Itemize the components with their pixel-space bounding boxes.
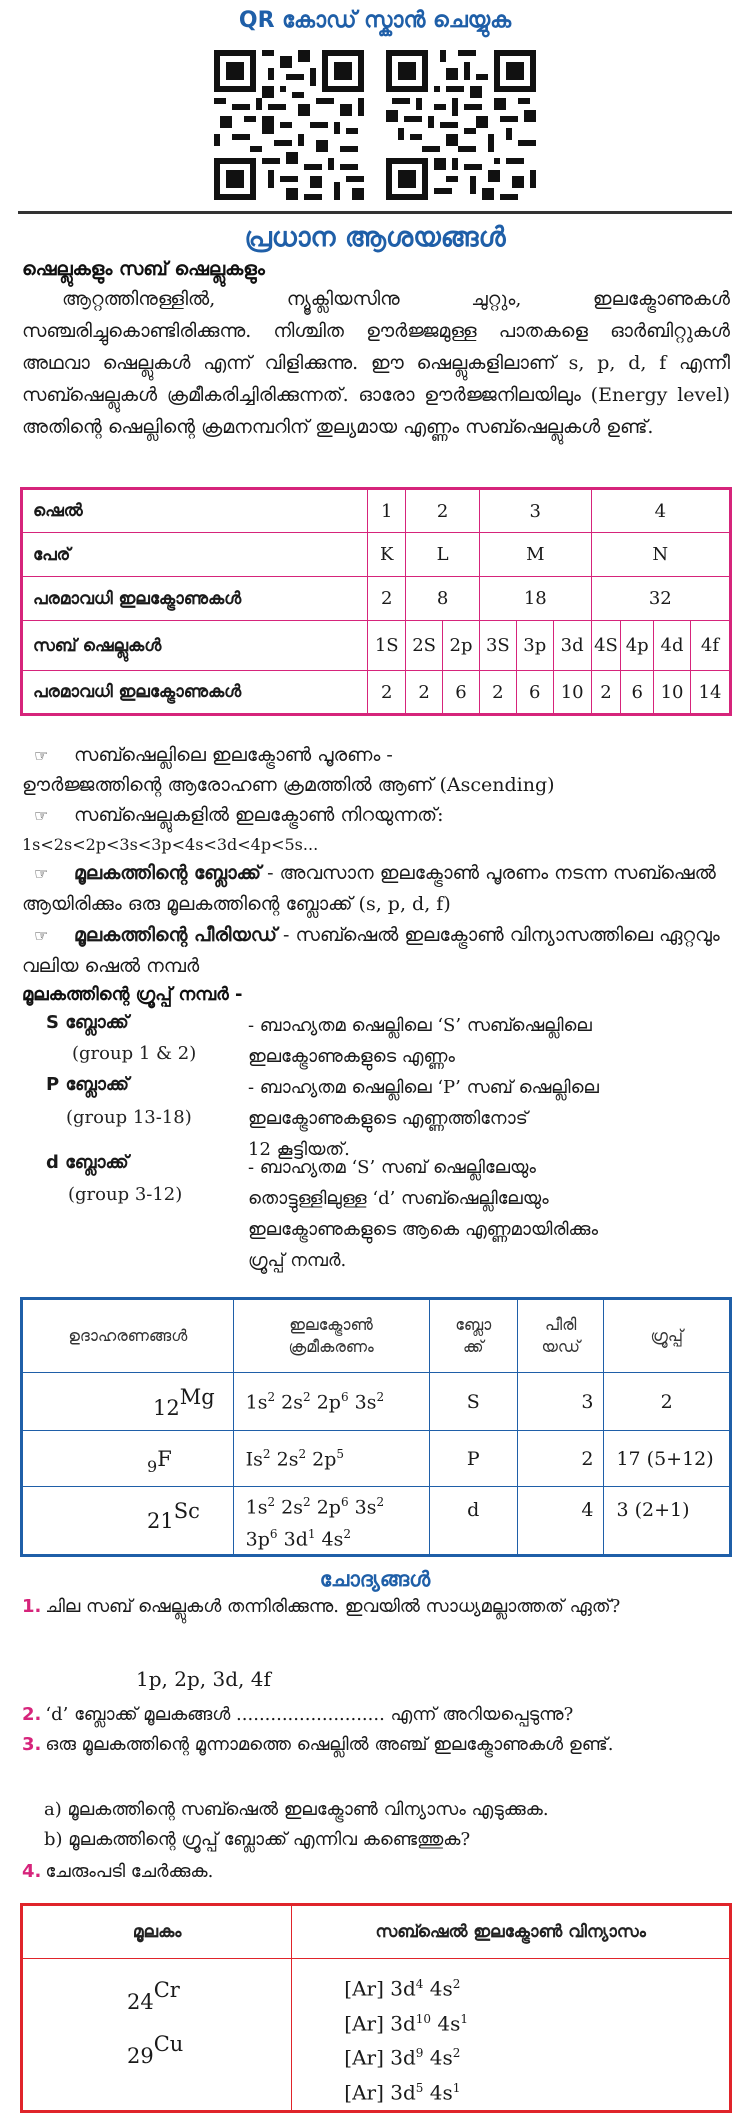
- config-option: [Ar] $3d^4$ $4s^2$: [344, 1976, 461, 2001]
- col-header-examples: ഉദാഹരണങ്ങൾ: [22, 1299, 234, 1373]
- subshell-cell: 2p: [443, 621, 480, 671]
- questions-heading: ചോദ്യങ്ങൾ: [319, 1567, 431, 1591]
- subshell-max-cell: 14: [690, 671, 730, 715]
- col-header-element: മൂലകം: [22, 1905, 292, 1959]
- subshell-cell: 4f: [690, 621, 730, 671]
- shell-max-electrons: 32: [591, 577, 730, 621]
- question-text: ഒരു മൂലകത്തിന്റെ മൂന്നാമത്തെ ഷെല്ലിൽ അഞ്ച് ഇലക്ട്രോണുകൾ ഉണ്ട്.: [45, 1734, 614, 1755]
- subshell-cell: 4S: [591, 621, 621, 671]
- qr-title: QR കോഡ് സ്കാൻ ചെയ്യുക: [238, 8, 512, 33]
- qr-code-icon: [386, 50, 536, 200]
- note-3-term: മൂലകത്തിന്റെ ബ്ലോക്ക്: [74, 862, 262, 884]
- electron-config: $1s^2$ $2s^2$ $2p^6$ $3s^2$: [233, 1373, 429, 1431]
- question-number: 2.: [22, 1704, 42, 1725]
- subshell-max-cell: 2: [479, 671, 516, 715]
- config-list: [292, 1959, 731, 2112]
- row-label-name: പേര്: [22, 533, 368, 577]
- config-option: [Ar] $3d^5$ $4s^1$: [344, 2080, 461, 2105]
- d-block-desc-2: തൊട്ടുള്ളിലുള്ള ‘d’ സബ്ഷെല്ലിലേയും: [248, 1188, 549, 1209]
- row-label-max-electrons: പരമാവധി ഇലക്ട്രോണുകൾ: [22, 577, 368, 621]
- shell-number: 4: [591, 489, 730, 533]
- section-divider: [18, 211, 732, 214]
- pointing-hand-icon: ☞: [34, 806, 49, 825]
- table-row: [22, 1431, 731, 1487]
- d-block-groups: (group 3-12): [68, 1184, 183, 1205]
- question-1-options: 1p, 2p, 3d, 4f: [136, 1667, 271, 1691]
- note-4: [22, 920, 730, 981]
- subshell-max-cell: 6: [516, 671, 553, 715]
- element-list: [22, 1959, 292, 2112]
- question-4: [22, 1858, 734, 1886]
- s-block-desc-2: ഇലക്ട്രോണുകളുടെ എണ്ണം: [248, 1046, 455, 1067]
- table-row: [22, 1373, 731, 1431]
- subshell-cell: 2S: [406, 621, 443, 671]
- p-block-desc-1: - ബാഹ്യതമ ഷെല്ലിലെ ‘P’ സബ് ഷെല്ലിലെ: [248, 1077, 599, 1098]
- p-block-label: P ബ്ലോക്ക്: [46, 1074, 129, 1095]
- pointing-hand-icon: ☞: [34, 746, 49, 765]
- note-1: [22, 740, 730, 771]
- shell-number: 2: [406, 489, 480, 533]
- group-cell: 3 (2+1): [604, 1487, 731, 1556]
- element-cr: 24Cr: [127, 1978, 180, 2014]
- shell-max-electrons: 2: [368, 577, 406, 621]
- shell-name: L: [406, 533, 480, 577]
- period-cell: 4: [517, 1487, 604, 1556]
- s-block-desc-1: - ബാഹ്യതമ ഷെല്ലിലെ ‘S’ സബ്ഷെല്ലിലെ: [248, 1015, 592, 1036]
- block-cell: d: [429, 1487, 517, 1556]
- col-header-period: പീരി യഡ്: [517, 1299, 604, 1373]
- p-block-groups: (group 13-18): [66, 1107, 192, 1128]
- subshell-max-cell: 10: [553, 671, 591, 715]
- col-header-block: ബ്ലോ ക്ക്: [429, 1299, 517, 1373]
- shell-name: M: [479, 533, 591, 577]
- subshell-max-cell: 2: [368, 671, 406, 715]
- subshell-max-cell: 10: [654, 671, 691, 715]
- subshell-cell: 3p: [516, 621, 553, 671]
- question-text: ചേരുംപടി ചേർക്കുക.: [45, 1861, 214, 1882]
- qr-code-icon: [214, 50, 364, 200]
- question-3b: b) മൂലകത്തിന്റെ ഗ്രൂപ്പ് ബ്ലോക്ക് എന്നിവ കണ്ടെത്തുക?: [44, 1829, 471, 1850]
- d-block-desc-4: ഗ്രൂപ്പ് നമ്പർ.: [248, 1250, 347, 1271]
- p-block-desc-3: 12 കൂട്ടിയത്.: [248, 1139, 350, 1160]
- subshell-cell: 1S: [368, 621, 406, 671]
- col-header-subshell-config: സബ്ഷെൽ ഇലക്ട്രോൺ വിന്യാസം: [292, 1905, 731, 1959]
- shell-name: N: [591, 533, 730, 577]
- question-number: 3.: [22, 1734, 42, 1755]
- block-cell: P: [429, 1431, 517, 1487]
- question-text: ‘d’ ബ്ലോക്ക് മൂലകങ്ങൾ .......................... എന്ന് അറിയപ്പെടുന്നു?: [45, 1704, 574, 1725]
- block-cell: S: [429, 1373, 517, 1431]
- subshell-max-cell: 6: [443, 671, 480, 715]
- subshell-cell: 3d: [553, 621, 591, 671]
- question-3a: a) മൂലകത്തിന്റെ സബ്ഷെൽ ഇലക്ട്രോൺ വിന്യാസം എടുക്കുക.: [44, 1799, 549, 1820]
- d-block-desc-3: ഇലക്ട്രോണുകളുടെ ആകെ എണ്ണമായിരിക്കും: [248, 1219, 598, 1240]
- s-block-groups: (group 1 & 2): [72, 1043, 197, 1064]
- group-cell: 2: [604, 1373, 731, 1431]
- row-label-shell: ഷെൽ: [22, 489, 368, 533]
- qr-code-left[interactable]: [214, 50, 364, 200]
- shell-table: [20, 487, 732, 716]
- shells-paragraph: ആറ്റത്തിനുള്ളിൽ, ന്യൂക്ലിയസിനു ചുറ്റും, ഇലക്ട്രോണുകൾ സഞ്ചരിച്ചുകൊണ്ടിരിക്കുന്നു. നിശ്ചിത ഊർജ്ജമുള്ള പാതകളെ ഓർബിറ്റുകൾ അഥവാ ഷെല്ലുകൾ എന്ന് വിളിക്കുന്നു. ഈ ഷെല്ലുകളിലാണ് s, p, d, f എന്നീ സബ്ഷെല്ലുകൾ ക്രമീകരിച്ചിരിക്കുന്നത്. ഓരോ ഊർജ്ജനിലയിലും (Energy level) അതിന്റെ ഷെല്ലിന്റെ ക്രമനമ്പറിന് തുല്യമായ എണ്ണം സബ്ഷെല്ലുകൾ ഉണ്ട്.: [22, 288, 730, 438]
- subshell-cell: 3S: [479, 621, 516, 671]
- question-1: [22, 1593, 734, 1621]
- subshell-cell: 4p: [621, 621, 654, 671]
- table-row: [22, 1487, 731, 1556]
- electron-config: Is$^2$ $2s^2$ $2p^5$: [233, 1431, 429, 1487]
- question-text: ചില സബ് ഷെല്ലുകൾ തന്നിരിക്കുന്നു. ഇവയിൽ സാധ്യമല്ലാത്തത് ഏത്?: [45, 1596, 621, 1617]
- shell-number: 3: [479, 489, 591, 533]
- row-label-subshells: സബ് ഷെല്ലുകൾ: [22, 621, 368, 671]
- element-cu: 29Cu: [127, 2032, 184, 2068]
- note-1-line-1: സബ്ഷെല്ലിലെ ഇലക്ട്രോൺ പൂരണം -: [74, 744, 393, 766]
- col-header-group: ഗ്രൂപ്പ്: [604, 1299, 731, 1373]
- electron-config: $1s^2$ $2s^2$ $2p^6$ $3s^2$ $3p^6$ $3d^1$ $4s^2$: [233, 1487, 429, 1556]
- p-block-desc-2: ഇലക്ട്രോണുകളുടെ എണ്ണത്തിനോട്: [248, 1108, 528, 1129]
- pointing-hand-icon: ☞: [34, 926, 49, 945]
- question-3: [22, 1731, 734, 1759]
- group-heading: മൂലകത്തിന്റെ ഗ്രൂപ്പ് നമ്പർ -: [22, 984, 243, 1005]
- col-header-config: ഇലക്ട്രോൺ ക്രമീകരണം: [233, 1299, 429, 1373]
- note-3: [22, 858, 730, 919]
- element-symbol: $_9$F: [22, 1431, 234, 1487]
- question-number: 1.: [22, 1596, 42, 1617]
- shell-max-electrons: 18: [479, 577, 591, 621]
- period-cell: 3: [517, 1373, 604, 1431]
- d-block-desc-1: - ബാഹ്യതമ ‘S’ സബ് ഷെല്ലിലേയും: [248, 1157, 536, 1178]
- match-table: [20, 1903, 732, 2113]
- shell-name: K: [368, 533, 406, 577]
- note-3-text: - അവസാന ഇലക്ട്രോൺ പൂരണം നടന്ന സബ്ഷെൽ ആയിരിക്കും ഒരു മൂലകത്തിന്റെ ബ്ലോക്ക് (s, p, d, f): [22, 862, 716, 915]
- note-4-text: - സബ്ഷെൽ ഇലക്ട്രോൺ വിന്യാസത്തിലെ ഏറ്റവും വലിയ ഷെൽ നമ്പർ: [22, 924, 720, 977]
- shell-number: 1: [368, 489, 406, 533]
- config-option: [Ar] $3d^{10}$ $4s^1$: [344, 2011, 469, 2036]
- period-cell: 2: [517, 1431, 604, 1487]
- subshell-max-cell: 2: [591, 671, 621, 715]
- qr-code-right[interactable]: [386, 50, 536, 200]
- s-block-label: S ബ്ലോക്ക്: [46, 1012, 129, 1033]
- pointing-hand-icon: ☞: [34, 864, 49, 883]
- element-symbol: 12Mg: [22, 1373, 234, 1431]
- config-option: [Ar] $3d^9$ $4s^2$: [344, 2045, 461, 2070]
- shell-max-electrons: 8: [406, 577, 480, 621]
- note-2-line-1: സബ്ഷെല്ലുകളിൽ ഇലക്ട്രോൺ നിറയുന്നത്:: [74, 804, 444, 826]
- d-block-label: d ബ്ലോക്ക്: [46, 1152, 129, 1173]
- question-number: 4.: [22, 1861, 42, 1882]
- group-cell: 17 (5+12): [604, 1431, 731, 1487]
- note-1-line-2: ഊർജ്ജത്തിന്റെ ആരോഹണ ക്രമത്തിൽ ആണ് (Ascending): [22, 774, 555, 796]
- subshell-cell: 4d: [654, 621, 691, 671]
- page-title: പ്രധാന ആശയങ്ങൾ: [244, 222, 506, 253]
- note-4-term: മൂലകത്തിന്റെ പീരിയഡ്: [74, 924, 277, 946]
- subshell-max-cell: 6: [621, 671, 654, 715]
- note-2-filling-order: 1s<2s<2p<3s<3p<4s<3d<4p<5s...: [22, 835, 319, 854]
- shells-heading: ഷെല്ലുകളും സബ് ഷെല്ലുകളും: [22, 258, 265, 280]
- question-2: [22, 1701, 734, 1729]
- note-2: [22, 800, 730, 831]
- row-label-subshell-max: പരമാവധി ഇലക്ട്രോണുകൾ: [22, 671, 368, 715]
- subshell-max-cell: 2: [406, 671, 443, 715]
- examples-table: [20, 1297, 732, 1557]
- element-symbol: 21Sc: [22, 1487, 234, 1556]
